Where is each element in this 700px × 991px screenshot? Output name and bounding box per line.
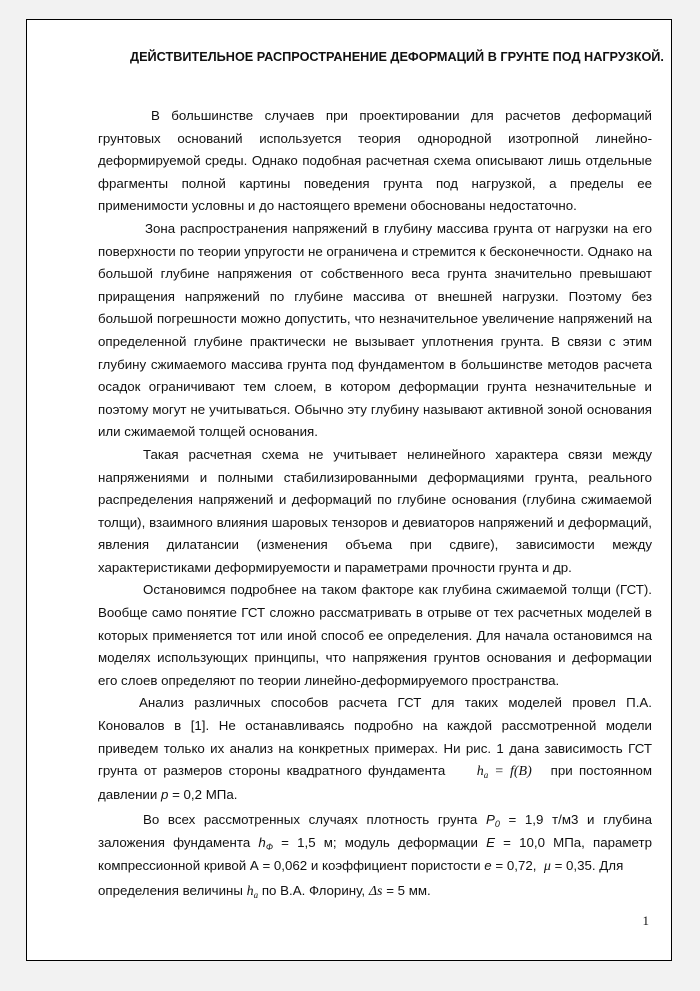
ha-letter: h xyxy=(246,884,254,900)
pressure-symbol: p xyxy=(160,786,169,802)
depth-subscript: Ф xyxy=(265,842,273,852)
formula-ha-fb xyxy=(477,764,532,779)
paragraph-5-text-c: = 0,2 МПа. xyxy=(172,786,238,802)
paragraph-5 xyxy=(98,692,652,806)
delta-s-symbol: Δs xyxy=(368,884,383,900)
porosity-symbol: е xyxy=(484,857,492,873)
paragraph-1: В большинстве случаев при проектировании для расчетов деформаций грунтовых оснований используется теория однородной изотропной линейно-деформируемой среды. Однако подобная расчетная схема описывают лишь отдельные фрагменты полной картины поведения грунта под нагрузкой, а пределы ее применимости условны и до настоящего времени обоснованы недостаточно. xyxy=(98,108,652,214)
paragraph-6 xyxy=(98,809,652,878)
paragraph-5-text-b: при постоянном давлении xyxy=(98,763,652,802)
document-body xyxy=(98,105,652,904)
modulus-symbol: E xyxy=(486,835,495,850)
paragraph-7-text-a: определения величины xyxy=(98,883,243,899)
paragraph-6-text-d: = 10,0 МПа, параметр компрессионной кривой А = 0,062 и коэффициент пористости xyxy=(98,835,652,873)
paragraph-7-text-c: = 5 мм. xyxy=(386,883,431,899)
paragraph-7 xyxy=(98,880,652,904)
ha-subscript: a xyxy=(253,890,259,901)
document-title: ДЕЙСТВИТЕЛЬНОЕ РАСПРОСТРАНЕНИЕ ДЕФОРМАЦИЙ В ГРУНТЕ ПОД НАГРУЗКОЙ. xyxy=(130,50,664,64)
paragraph-6-text-a: Во всех рассмотренных случаях плотность грунта xyxy=(143,812,478,828)
formula-ha xyxy=(247,884,259,899)
density-subscript: 0 xyxy=(494,819,500,830)
density-letter: P xyxy=(485,812,495,828)
depth-letter: h xyxy=(258,835,266,850)
formula-h-subscript: a xyxy=(483,770,489,781)
paragraph-6-text-c: = 1,5 м; модуль деформации xyxy=(281,835,478,850)
paragraph-7-text-b: по В.А. Флорину, xyxy=(261,883,366,899)
paragraph-6-text-e: = 0,72, xyxy=(495,857,537,873)
paragraph-5-text-a: Анализ различных способов расчета ГСТ для таких моделей провел П.А. Коновалов в [1]. Не останавливаясь подробно на каждой рассмотренной модели приведем только их анализ на конкретных примерах. Ни рис. 1 дана зависимость ГСТ грунта от размеров стороны квадратного фундамента xyxy=(98,695,652,779)
paragraph-2: Зона распространения напряжений в глубину массива грунта от нагрузки на его поверхности по теории упругости не ограничена и стремится к бесконечности. Однако на большой глубине напряжения от собственного веса грунта значительно превышают приращения напряжений по глубине массива от внешней нагрузки. Поэтому без большой погрешности можно допустить, что незначительное увеличение напряжений на определенной глубине практически не вызывает уплотнения грунта. В связи с этим глубину сжимаемого массива грунта под фундаментом в большинстве методов расчета осадок ограничивают тем слоем, в котором деформации грунта незначительные и поэтому могут не учитываться. Обычно эту глубину называют активной зоной основания или сжимаемой толщей основания. xyxy=(98,220,652,440)
page-number: 1 xyxy=(642,913,649,928)
poisson-symbol: μ xyxy=(543,858,551,874)
density-symbol xyxy=(485,812,500,830)
formula-h: h xyxy=(476,764,484,780)
depth-symbol xyxy=(258,835,273,850)
paragraph-4: Остановимся подробнее на таком факторе как глубина сжимаемой толщи (ГСТ). Вообще само понятие ГСТ сложно рассматривать в отрыве от тех расчетных моделей в которых применяется тот или иной способ ее определения. Для начала остановимся на моделях использующих принципы, что напряжения грунтов основания и деформации его слоев определяют по теории линейно-деформируемого пространства. xyxy=(98,582,652,688)
paragraph-6-text-f: = 0,35. Для xyxy=(554,857,624,873)
document-page xyxy=(26,19,672,961)
paragraph-6-text-b: = 1,9 т/м3 и глубина заложения фундамента xyxy=(98,812,652,850)
paragraph-3: Такая расчетная схема не учитывает нелинейного характера связи между напряжениями и полными стабилизированными деформациями грунта, реального распределения напряжений и деформаций по глубине основания (глубина сжимаемой толщи), взаимного влияния шаровых тензоров и девиаторов напряжений и деформаций, явления дилатансии (изменения объема при сдвиге), зависимости между характеристиками деформируемости и параметрами прочности грунта и др. xyxy=(98,446,652,575)
formula-rest: = f(B) xyxy=(488,764,532,780)
